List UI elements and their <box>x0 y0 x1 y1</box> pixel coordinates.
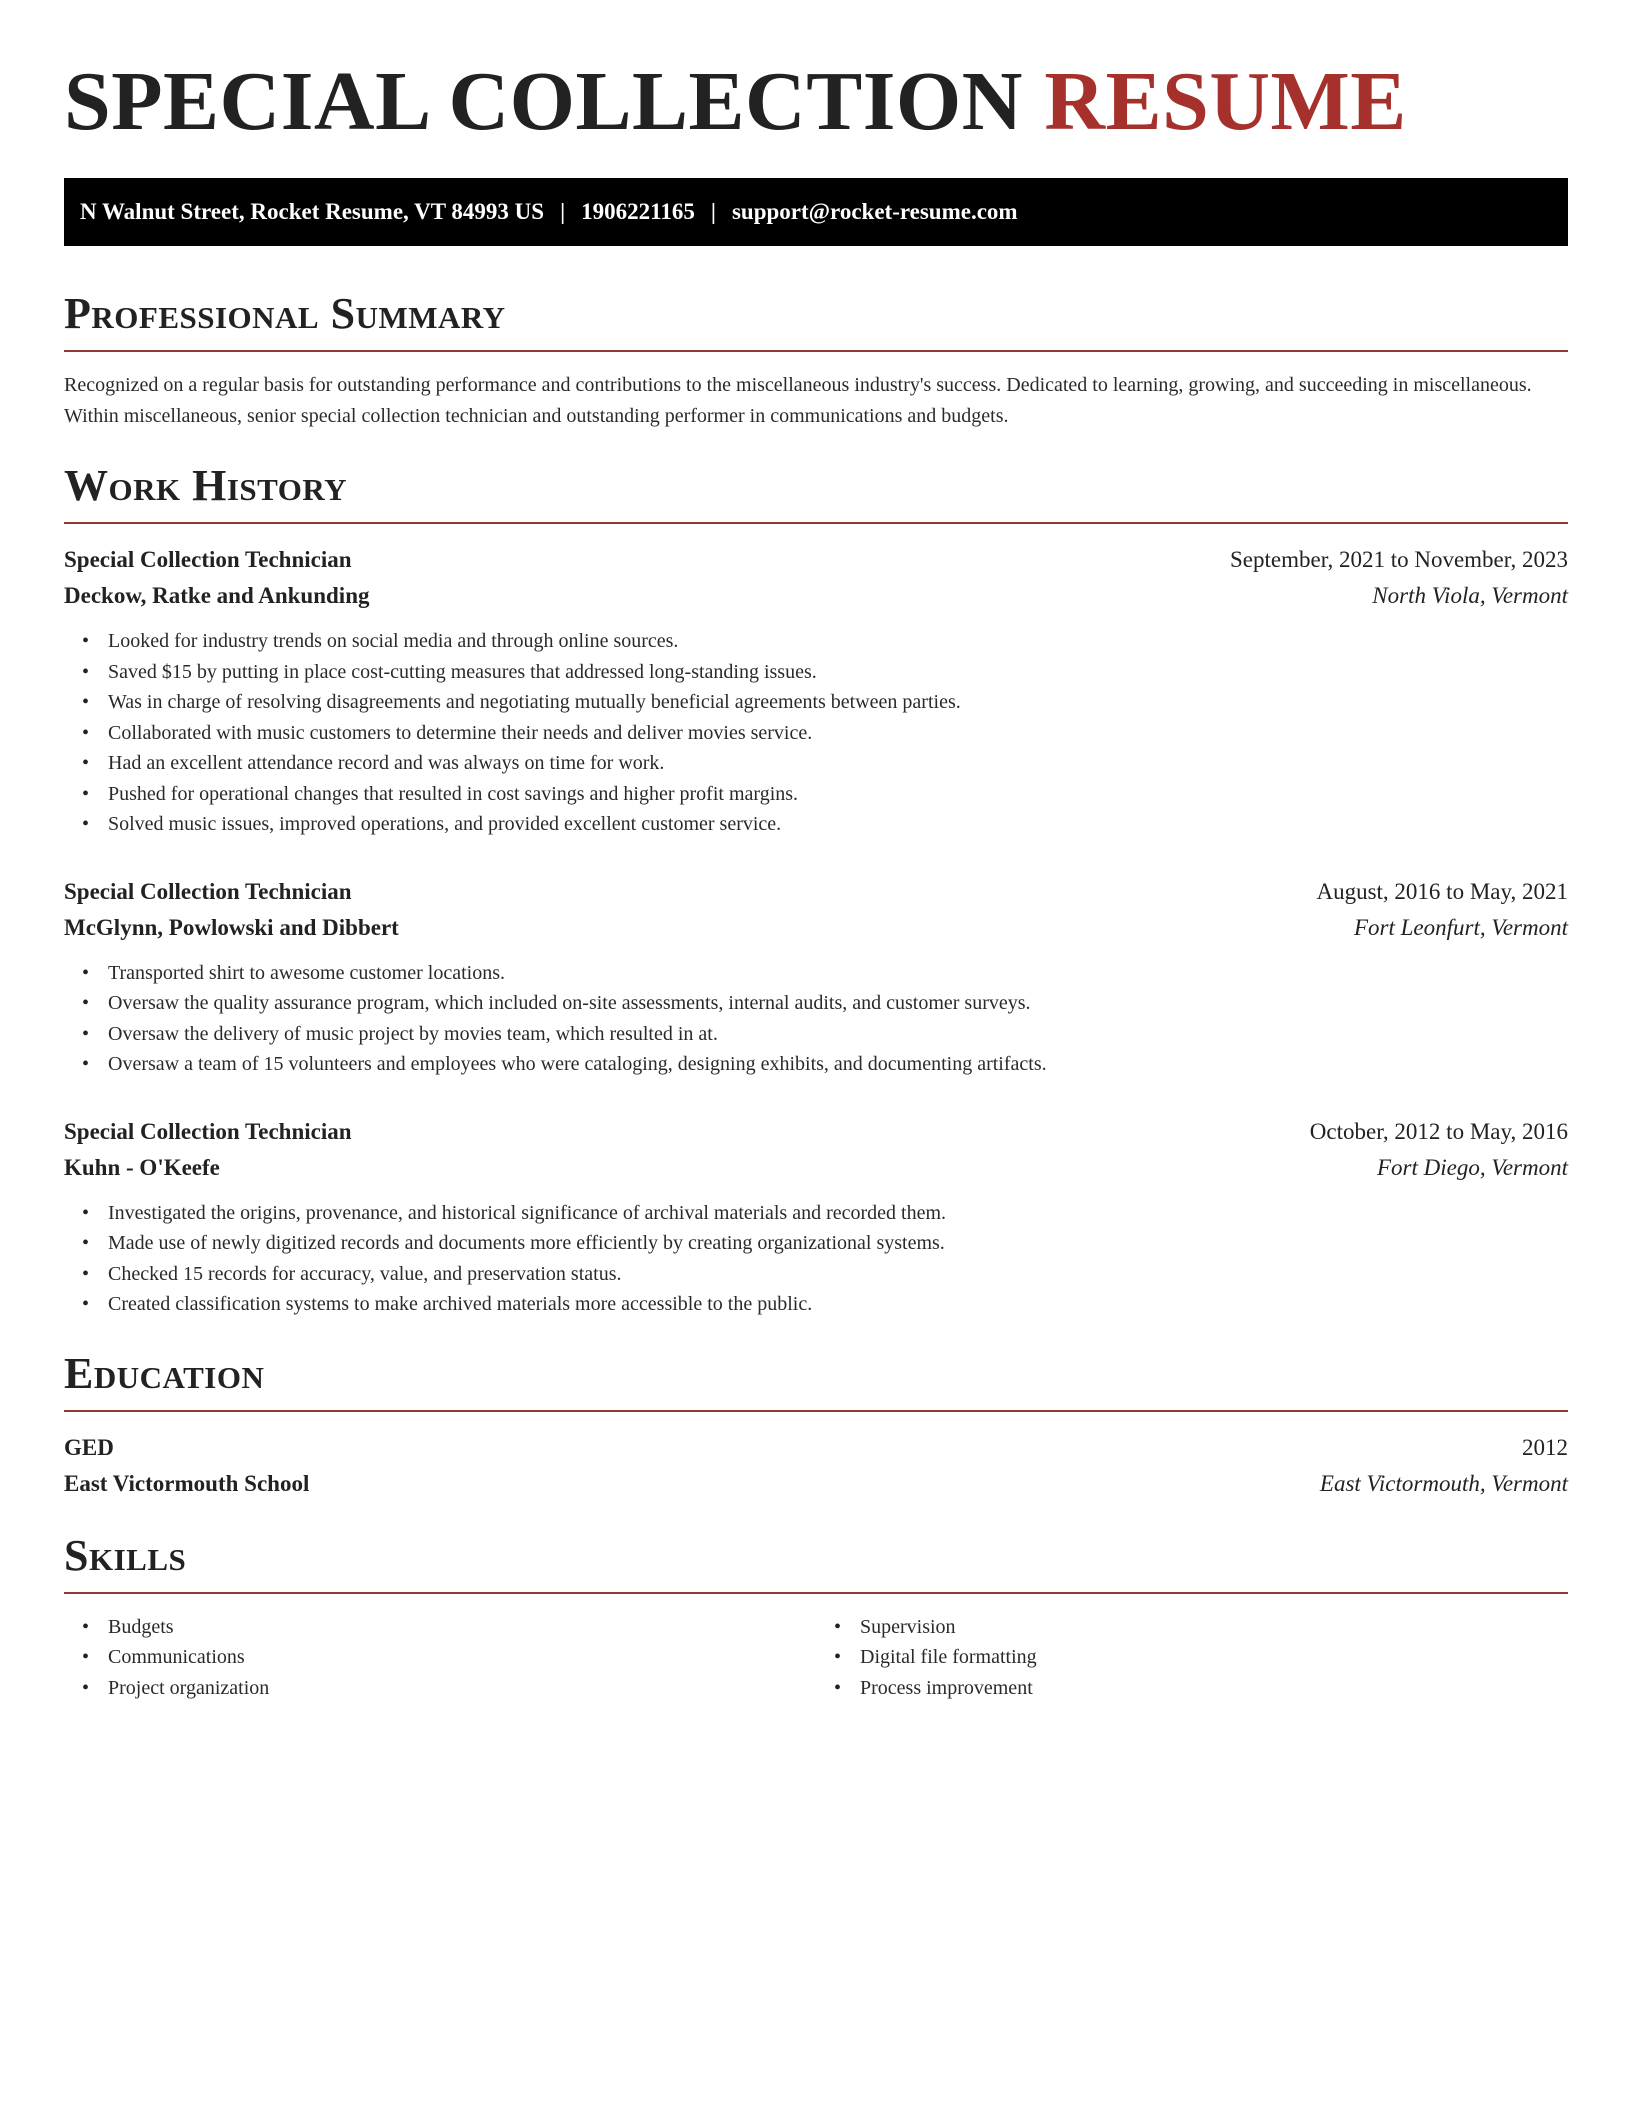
job-row-company <box>64 1150 1568 1186</box>
education-row-degree <box>64 1430 1568 1466</box>
job-bullet: • Created classification systems to make archived materials more accessible to the public. <box>108 1289 1568 1320</box>
education-degree: GED <box>64 1434 114 1460</box>
education-row-school <box>64 1466 1568 1502</box>
job-bullet: • Had an excellent attendance record and was always on time for work. <box>108 748 1568 779</box>
job-row-title <box>64 1114 1568 1150</box>
job-dates: October, 2012 to May, 2016 <box>1309 1118 1568 1144</box>
section-divider <box>64 1592 1568 1594</box>
job-bullet: • Looked for industry trends on social media and through online sources. <box>108 626 1568 657</box>
job-company: Kuhn - O'Keefe <box>64 1154 220 1180</box>
resume-title <box>64 52 1568 152</box>
job-location: Fort Leonfurt, Vermont <box>1353 914 1568 940</box>
title-main: SPECIAL COLLECTION <box>64 55 1023 148</box>
job-bullet: • Oversaw a team of 15 volunteers and employees who were cataloging, designing exhibits, and documenting artifacts. <box>108 1049 1568 1080</box>
job-bullet: • Saved $15 by putting in place cost-cutting measures that addressed long-standing issues. <box>108 657 1568 688</box>
job-dates: August, 2016 to May, 2021 <box>1316 878 1568 904</box>
job-bullet: • Made use of newly digitized records and documents more efficiently by creating organizational systems. <box>108 1228 1568 1259</box>
job-list <box>64 542 1568 1320</box>
job-location: Fort Diego, Vermont <box>1376 1154 1568 1180</box>
section-divider <box>64 350 1568 352</box>
summary-section <box>64 288 1568 432</box>
education-heading: Education <box>64 1348 265 1398</box>
skills-column-right <box>816 1612 1568 1704</box>
skills-grid <box>64 1612 1568 1704</box>
job-bullet-list <box>64 1198 1568 1320</box>
summary-heading: Professional Summary <box>64 289 506 338</box>
contact-separator: | <box>710 199 716 224</box>
section-divider <box>64 522 1568 524</box>
skill-item: • Project organization <box>108 1673 816 1704</box>
work-history-heading: Work History <box>64 461 348 510</box>
job-row-title <box>64 542 1568 578</box>
job-bullet: • Collaborated with music customers to determine their needs and deliver movies service. <box>108 718 1568 749</box>
job-title: Special Collection Technician <box>64 878 352 904</box>
contact-phone: 1906221165 <box>581 199 695 224</box>
job-location: North Viola, Vermont <box>1372 583 1568 608</box>
skill-item: • Budgets <box>108 1612 816 1643</box>
job-bullet-list <box>64 958 1568 1080</box>
job-title: Special Collection Technician <box>64 1118 352 1144</box>
job-bullet: • Investigated the origins, provenance, and historical significance of archival materials and recorded them. <box>108 1198 1568 1229</box>
contact-bar <box>64 178 1568 246</box>
skills-column-left <box>64 1612 816 1704</box>
skill-item: • Communications <box>108 1642 816 1673</box>
skill-item: • Supervision <box>860 1612 1568 1643</box>
skills-heading: Skills <box>64 1530 187 1580</box>
education-year: 2012 <box>1522 1434 1568 1460</box>
skills-section <box>64 1530 1568 1704</box>
job-dates: September, 2021 to November, 2023 <box>1230 547 1568 572</box>
job-company: Deckow, Ratke and Ankunding <box>64 583 370 608</box>
job-bullet: • Was in charge of resolving disagreements and negotiating mutually beneficial agreements between parties. <box>108 687 1568 718</box>
contact-separator: | <box>560 199 566 224</box>
job-company: McGlynn, Powlowski and Dibbert <box>64 914 399 940</box>
job-bullet: • Checked 15 records for accuracy, value, and preservation status. <box>108 1259 1568 1290</box>
job-bullet: • Solved music issues, improved operations, and provided excellent customer service. <box>108 809 1568 840</box>
job-entry <box>64 1114 1568 1320</box>
job-row-company <box>64 910 1568 946</box>
skill-item: • Digital file formatting <box>860 1642 1568 1673</box>
job-entry <box>64 542 1568 840</box>
job-bullet: • Oversaw the quality assurance program, which included on-site assessments, internal audits, and customer surveys. <box>108 988 1568 1019</box>
title-accent: RESUME <box>1044 55 1407 148</box>
contact-address: N Walnut Street, Rocket Resume, VT 84993 US <box>80 199 545 224</box>
job-bullet: • Pushed for operational changes that resulted in cost savings and higher profit margins. <box>108 779 1568 810</box>
job-bullet: • Oversaw the delivery of music project by movies team, which resulted in at. <box>108 1019 1568 1050</box>
job-bullet-list <box>64 626 1568 840</box>
job-title: Special Collection Technician <box>64 547 352 572</box>
job-entry <box>64 874 1568 1080</box>
education-location: East Victormouth, Vermont <box>1319 1470 1568 1496</box>
section-divider <box>64 1410 1568 1412</box>
contact-email: support@rocket-resume.com <box>731 199 1018 224</box>
job-bullet: • Transported shirt to awesome customer locations. <box>108 958 1568 989</box>
education-school: East Victormouth School <box>64 1470 310 1496</box>
education-section <box>64 1348 1568 1502</box>
skill-item: • Process improvement <box>860 1673 1568 1704</box>
job-row-title <box>64 874 1568 910</box>
job-row-company <box>64 578 1568 614</box>
work-history-section <box>64 460 1568 1320</box>
summary-text: Recognized on a regular basis for outstanding performance and contributions to the miscellaneous industry's success. Dedicated to learning, growing, and succeeding in miscellaneous. Within miscellaneous, senior special collection technician and outstanding performer in communications and budgets. <box>64 374 1532 427</box>
